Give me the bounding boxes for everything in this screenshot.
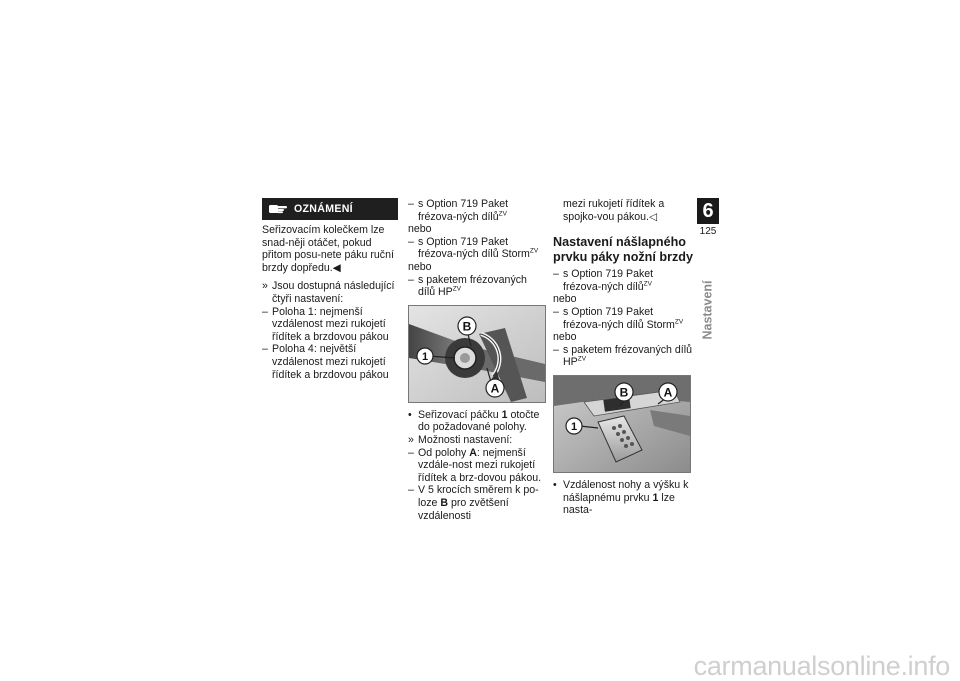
- notice-hand-icon: [268, 202, 288, 216]
- list-item: – V 5 krocích směrem k po-loze B pro zvětšení vzdálenosti: [408, 484, 539, 522]
- chapter-number: 6: [697, 198, 719, 224]
- result-item: » Jsou dostupná následující čtyři nastavení:: [262, 280, 395, 305]
- or-text: nebo: [408, 260, 432, 273]
- column-3: [553, 198, 693, 517]
- option-item: – s paketem frézovaných dílů $HP^{ZV}$: [408, 273, 527, 299]
- or-text: nebo: [408, 223, 432, 236]
- watermark: carmanualsonline.info: [693, 651, 950, 681]
- section-title-vertical: Nastavení: [700, 280, 715, 340]
- bullet-icon: •: [553, 478, 557, 491]
- list-item: – Od polohy A: nejmenší vzdále-nost mezi rukojetí řídítek a brz-dovou pákou.: [408, 446, 542, 484]
- photo-label-1: 1: [570, 420, 578, 433]
- photo-label-A: A: [663, 385, 673, 400]
- list-item: – Poloha 1: nejmenší vzdálenost mezi rukojetí řídítek a brzdovou pákou: [262, 305, 389, 343]
- photo-label-B: B: [619, 385, 629, 400]
- bullet-icon: •: [408, 408, 412, 421]
- notice-label: OZNÁMENÍ: [294, 202, 353, 215]
- step-item: • Vzdálenost nohy a výšku k nášlapnému prvku 1 lze nasta-: [553, 478, 689, 517]
- option-item: – s Option 719 Paket frézova-ných dílů$^{ZV}$: [408, 198, 509, 223]
- end-mark-icon: ◀: [332, 261, 341, 274]
- result-arrow-icon: »: [408, 433, 414, 446]
- photo-label-A: A: [490, 381, 500, 396]
- list-item: – Poloha 4: největší vzdálenost mezi rukojetí řídítek a brzdovou pákou: [262, 343, 389, 381]
- end-mark-icon: ◁: [648, 210, 658, 223]
- photo-label-1: 1: [421, 350, 429, 363]
- step-item: • Seřizovací páčku 1 otočte do požadované polohy.: [408, 408, 540, 434]
- photo-label-B: B: [462, 319, 472, 334]
- photo-foot-brake-peg: [553, 375, 691, 473]
- column-2: [408, 198, 546, 522]
- or-text: nebo: [553, 331, 577, 344]
- section-heading: Nastavení nášlapného prvku páky nožní brzdy: [553, 235, 693, 264]
- notice-header: [262, 198, 398, 220]
- option-item: – s Option 719 Paket frézova-ných dílů Storm$^{ZV}$: [553, 305, 684, 331]
- option-item: – s Option 719 Paket frézova-ných dílů$^{ZV}$: [553, 268, 654, 293]
- or-text: nebo: [553, 293, 577, 306]
- result-item: » Možnosti nastavení:: [408, 433, 513, 446]
- photo-clutch-lever: [408, 305, 546, 403]
- notice-text: Seřizovacím kolečkem lze snad-něji otáčet, pokud přitom posu-nete páku ruční brzdy dopředu.◀: [262, 224, 394, 274]
- option-item: – s Option 719 Paket frézova-ných dílů Storm$^{ZV}$: [408, 235, 539, 261]
- option-item: – s paketem frézovaných dílů $HP^{ZV}$: [553, 343, 692, 369]
- column-1: [262, 198, 398, 381]
- result-arrow-icon: »: [262, 280, 268, 293]
- continued-text: mezi rukojetí řídítek a spojko-vou pákou.◁: [563, 198, 665, 223]
- chapter-tab: [697, 198, 719, 239]
- page-number: 125: [699, 226, 717, 237]
